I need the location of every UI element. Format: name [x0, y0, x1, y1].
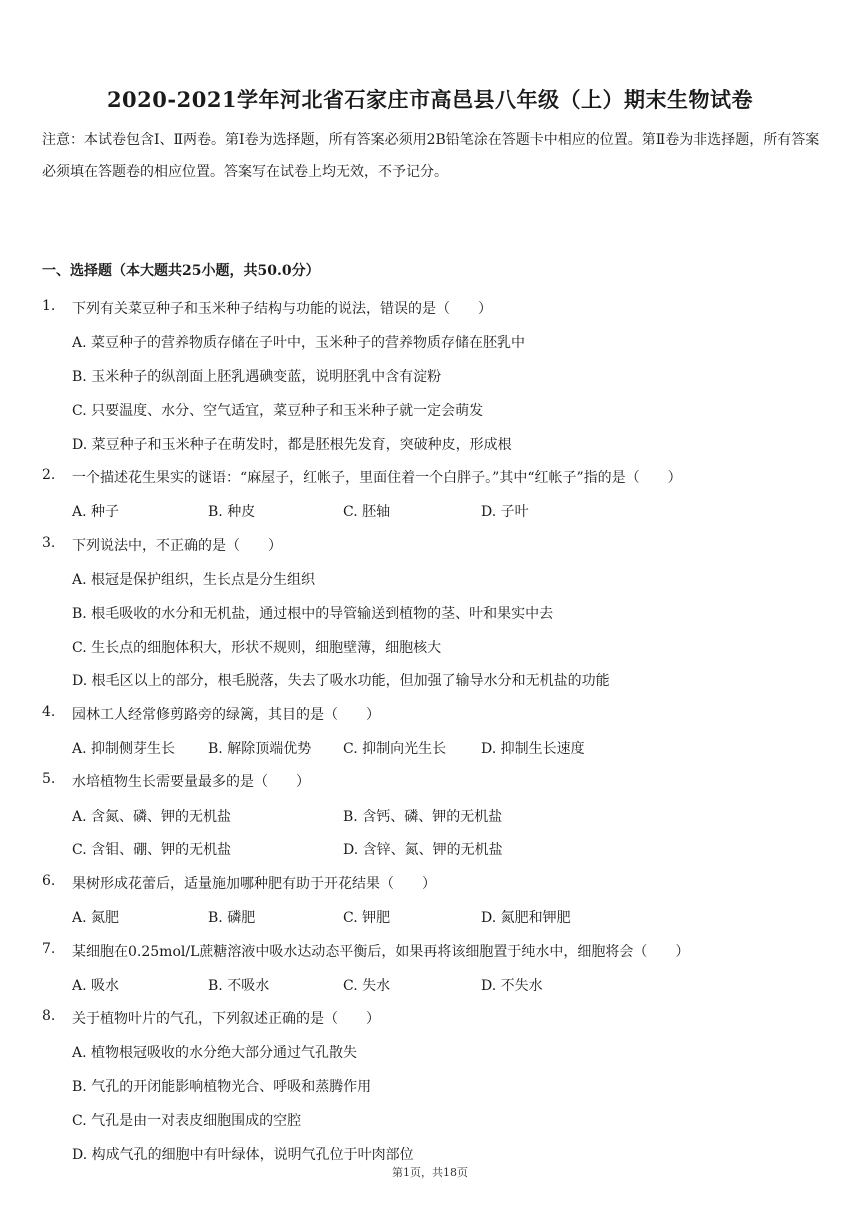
question-text: 关于植物叶片的气孔，下列叙述正确的是（ ）: [72, 1011, 380, 1027]
option-b: B. 根毛吸收的水分和无机盐，通过根中的导管输送到植物的茎、叶和果实中去: [72, 606, 554, 622]
option-c: C. 气孔是由一对表皮细胞围成的空腔: [72, 1113, 302, 1129]
question-number: 7.: [42, 941, 56, 957]
option-a: A. 种子: [72, 504, 120, 520]
question-text: 下列说法中，不正确的是（ ）: [72, 538, 282, 554]
section-heading: 一、选择题（本大题共25小题，共50.0分）: [42, 263, 320, 279]
option-d: D. 菜豆种子和玉米种子在萌发时，都是胚根先发育，突破种皮，形成根: [72, 437, 512, 453]
question-number: 5.: [42, 771, 56, 787]
question-text: 一个描述花生果实的谜语：“麻屋子，红帐子，里面住着一个白胖子。”其中“红帐子”指的是（ ）: [72, 470, 682, 486]
option-a: A. 根冠是保护组织，生长点是分生组织: [72, 572, 316, 588]
question-number: 1.: [42, 298, 56, 314]
option-c: C. 失水: [343, 978, 391, 994]
question-text: 水培植物生长需要量最多的是（ ）: [72, 774, 310, 790]
option-c: C. 只要温度、水分、空气适宜，菜豆种子和玉米种子就一定会萌发: [72, 403, 484, 419]
option-b: B. 磷肥: [208, 910, 256, 926]
question-number: 8.: [42, 1008, 56, 1024]
question-text: 下列有关菜豆种子和玉米种子结构与功能的说法，错误的是（ ）: [72, 301, 492, 317]
option-a: A. 含氮、磷、钾的无机盐: [72, 809, 232, 825]
option-b: B. 玉米种子的纵剖面上胚乳遇碘变蓝，说明胚乳中含有淀粉: [72, 369, 442, 385]
option-d: D. 抑制生长速度: [481, 741, 585, 757]
question-text: 果树形成花蕾后，适量施加哪种肥有助于开花结果（ ）: [72, 876, 436, 892]
option-d: D. 根毛区以上的部分，根毛脱落，失去了吸水功能，但加强了输导水分和无机盐的功能: [72, 673, 610, 689]
option-a: A. 植物根冠吸收的水分绝大部分通过气孔散失: [72, 1045, 358, 1061]
option-c: C. 抑制向光生长: [343, 741, 447, 757]
question-number: 6.: [42, 873, 56, 889]
option-b: B. 含钙、磷、钾的无机盐: [343, 809, 503, 825]
page-title: 2020-2021学年河北省石家庄市高邑县八年级（上）期末生物试卷: [106, 87, 754, 112]
question-text: 某细胞在0.25mol/L蔗糖溶液中吸水达动态平衡后，如果再将该细胞置于纯水中，细胞将会（ ）: [72, 944, 690, 960]
option-a: A. 菜豆种子的营养物质存储在子叶中，玉米种子的营养物质存储在胚乳中: [72, 335, 526, 351]
question-number: 4.: [42, 704, 56, 720]
option-d: D. 子叶: [481, 504, 529, 520]
option-d: D. 不失水: [481, 978, 543, 994]
option-a: A. 氮肥: [72, 910, 120, 926]
option-c: C. 胚轴: [343, 504, 391, 520]
question-number: 2.: [42, 467, 56, 483]
question-number: 3.: [42, 535, 56, 551]
option-d: D. 氮肥和钾肥: [481, 910, 571, 926]
page-footer: 第1页，共18页: [392, 1166, 468, 1179]
option-c: C. 含钼、硼、钾的无机盐: [72, 842, 232, 858]
option-b: B. 气孔的开闭能影响植物光合、呼吸和蒸腾作用: [72, 1079, 372, 1095]
option-d: D. 构成气孔的细胞中有叶绿体，说明气孔位于叶肉部位: [72, 1147, 414, 1163]
option-b: B. 解除顶端优势: [208, 741, 312, 757]
option-d: D. 含锌、氮、钾的无机盐: [343, 842, 503, 858]
question-text: 园林工人经常修剪路旁的绿篱，其目的是（ ）: [72, 707, 380, 723]
option-a: A. 吸水: [72, 978, 120, 994]
option-b: B. 不吸水: [208, 978, 270, 994]
option-c: C. 生长点的细胞体积大，形状不规则，细胞壁薄，细胞核大: [72, 640, 442, 656]
notice-text: 注意：本试卷包含Ⅰ、Ⅱ两卷。第Ⅰ卷为选择题，所有答案必须用2B铅笔涂在答题卡中相应的位置。第Ⅱ卷为非选择题，所有答案必须填在答题卷的相应位置。答案写在试卷上均无效，不予记分。: [42, 132, 820, 180]
option-c: C. 钾肥: [343, 910, 391, 926]
option-a: A. 抑制侧芽生长: [72, 741, 176, 757]
option-b: B. 种皮: [208, 504, 256, 520]
